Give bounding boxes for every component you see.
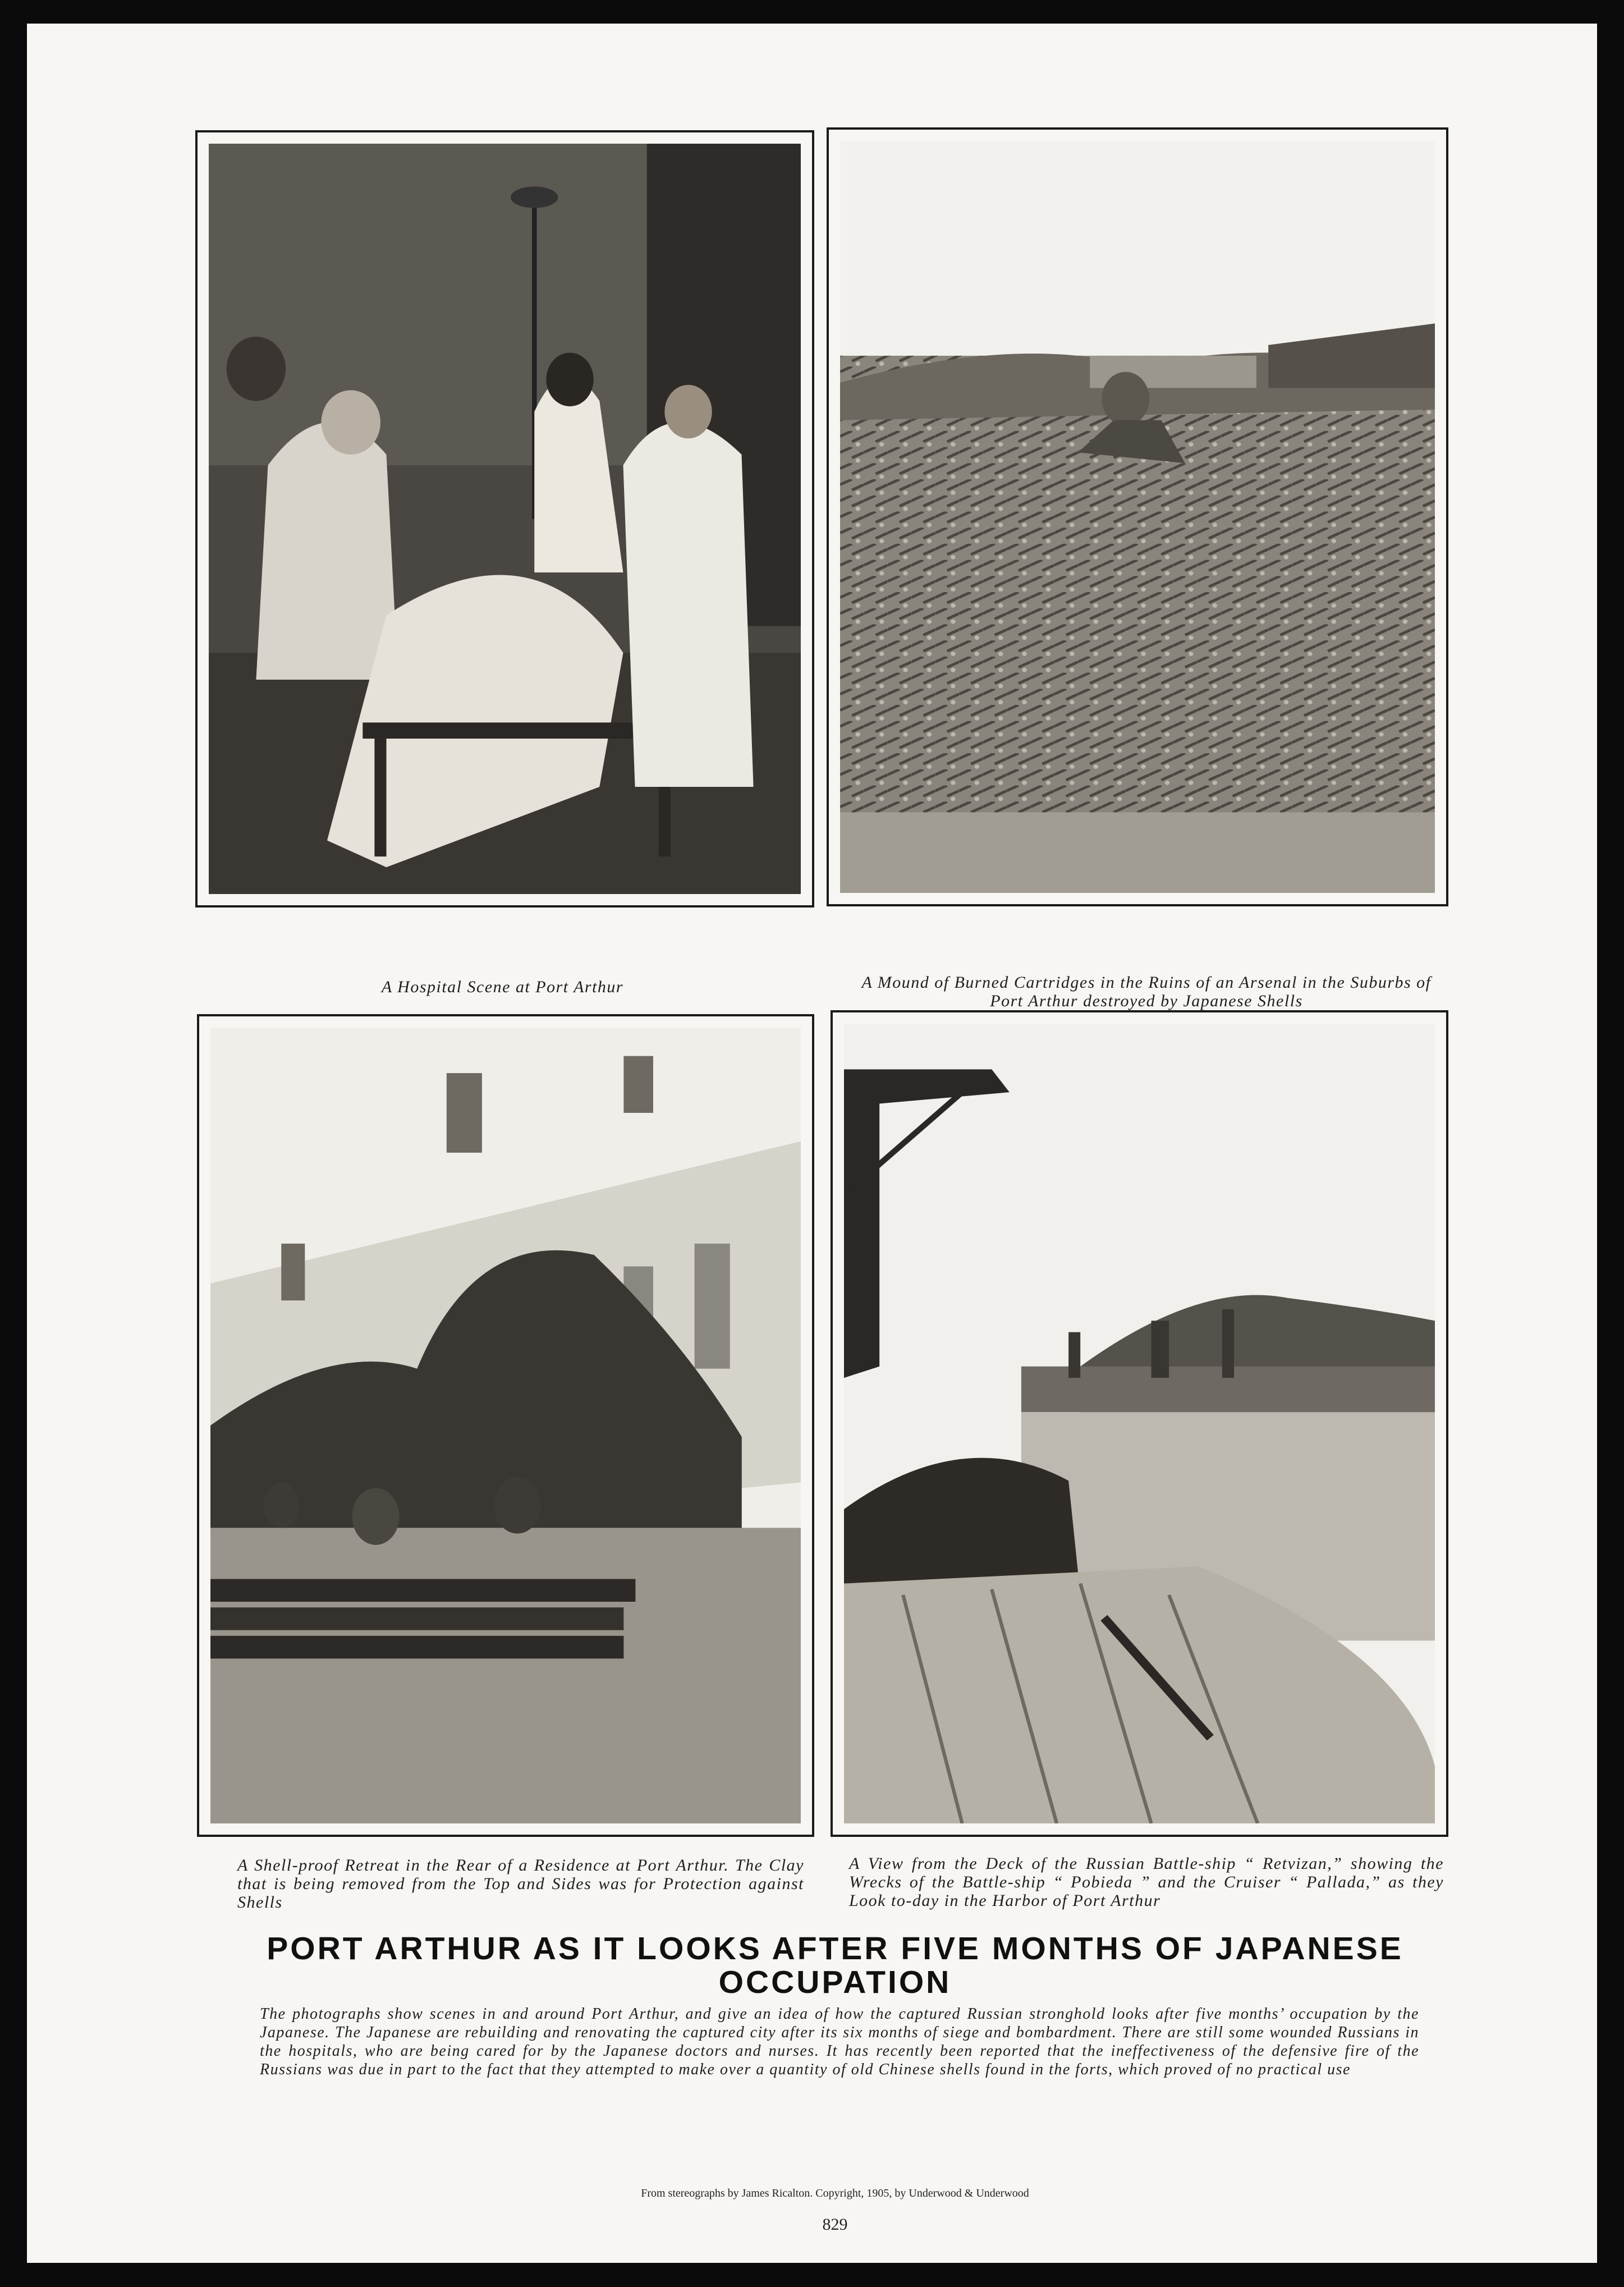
photo-credit: From stereographs by James Ricalton. Copyright, 1905, by Underwood & Underwood xyxy=(641,2187,1029,2199)
caption-cartridges: A Mound of Burned Cartridges in the Ruins of an Arsenal in the Suburbs of Port Arthur destroyed by Japanese Shells xyxy=(861,973,1432,1010)
photo-burned-cartridges xyxy=(840,141,1435,893)
photo-frame-retreat xyxy=(197,1014,814,1837)
page-number: 829 xyxy=(822,2215,848,2234)
caption-retreat: A Shell-proof Retreat in the Rear of a Residence at Port Arthur. The Clay that is being removed from the Top and Sides was for Protection against Shells xyxy=(237,1856,804,1912)
photo-frame-cartridges xyxy=(827,127,1448,906)
magazine-page xyxy=(27,24,1597,2263)
photo-shell-proof-retreat xyxy=(210,1028,801,1823)
caption-hospital: A Hospital Scene at Port Arthur xyxy=(381,978,624,996)
photo-deck-retvizan xyxy=(844,1024,1435,1823)
article-body: The photographs show scenes in and around Port Arthur, and give an idea of how the captured Russian stronghold looks after five months’ occupation by the Japanese. The Japanese are rebuilding and renovating the captured city after its six months of siege and bombardment. There are still some wounded Russians in the hospitals, who are being cared for by the Japanese doctors and nurses. It has recently been reported that the ineffectiveness of the defensive fire of the Russians was due in part to the fact that they attempted to make over a quantity of old Chinese shells found in the forts, which proved of no practical use xyxy=(260,2005,1419,2078)
photo-hospital-scene xyxy=(209,144,801,894)
photo-frame-deck xyxy=(831,1010,1448,1837)
article-title: PORT ARTHUR AS IT LOOKS AFTER FIVE MONTHS OF JAPANESE OCCUPATION xyxy=(267,1931,1403,2000)
photo-frame-hospital xyxy=(195,130,814,908)
caption-deck: A View from the Deck of the Russian Battle-ship “ Retvizan,” showing the Wrecks of the Battle-ship “ Pobieda ” and the Cruiser “ Pallada,” as they Look to-day in the Harbor of Port Arthur xyxy=(849,1854,1444,1910)
